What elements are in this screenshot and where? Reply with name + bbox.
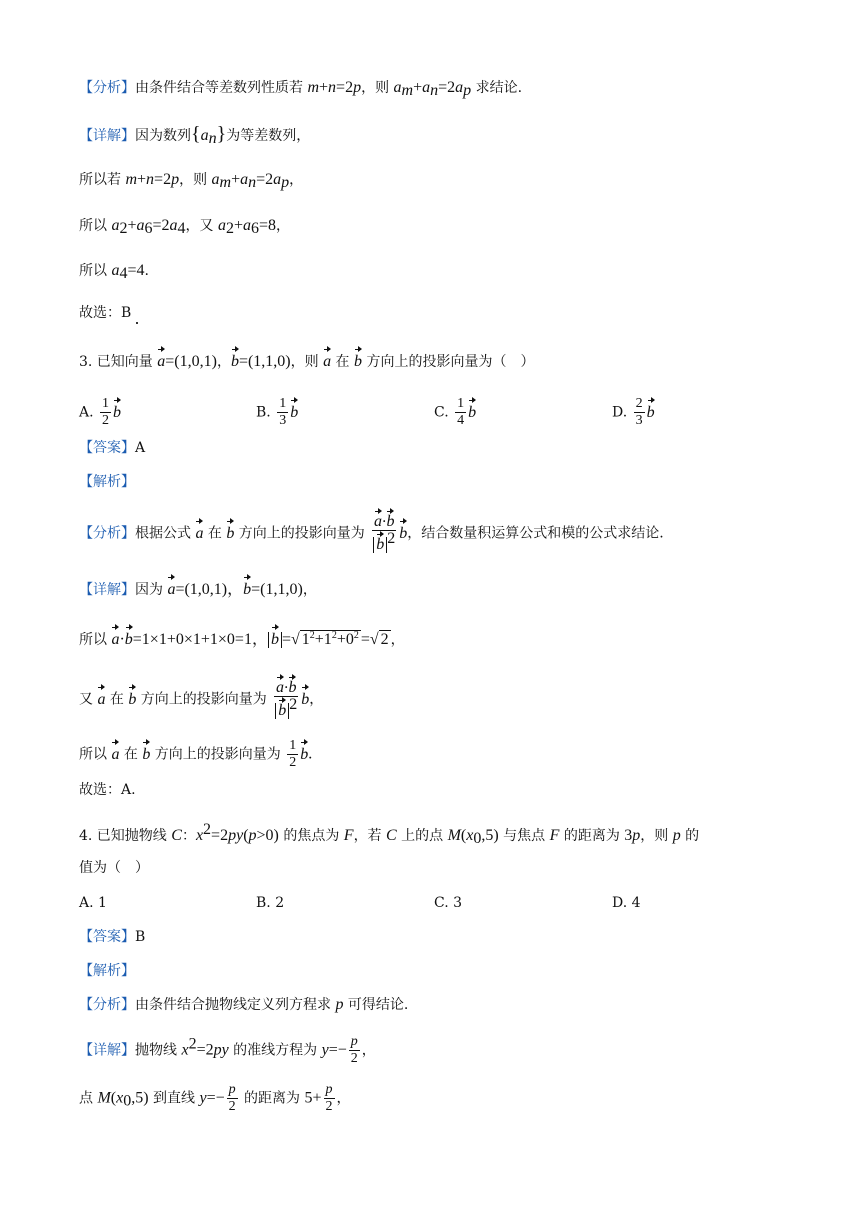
explanation-heading: 【解析】 [79, 963, 135, 979]
question-4: 4. 已知抛物线 C：$x^2=2py(p>0)$ 的焦点为 F，若 C 上的点 $M(x_0,5)$ 与焦点 F 的距离为 3p，则 p 的 [79, 821, 700, 847]
question-3: 3. 已知向量 a=(1,0,1)，b=(1,1,0)，则 a 在 b 方向上的投影向量为（ ） [79, 353, 535, 370]
detail-line: 所以 a 在 b 方向上的投影向量为 $\frac{1}{2}$ b. [79, 738, 313, 770]
detail-line: 所以若 m+n=2p，则 $a_m+a_n=2a_p$， [79, 171, 304, 191]
option-a: A. $\frac{1}{2}$ b [79, 396, 122, 428]
detail-line: 点 $M(x_0,5)$ 到直线 y=− $\frac{p}{2}$ 的距离为 5+ $\frac{p}{2}$ ， [79, 1082, 351, 1114]
explanation-heading: 【解析】 [79, 474, 135, 490]
option-d: D. $\frac{2}{3}$ b [612, 396, 655, 428]
option-a: A. 1 [79, 895, 107, 911]
analysis-line: 【分析】由条件结合抛物线定义列方程求 p 可得结论. [79, 996, 409, 1013]
detail-line: 【详解】因为 a=(1,0,1)，b=(1,1,0)， [79, 581, 317, 598]
analysis-line: 【分析】由条件结合等差数列性质若 m+n=2p，则 $a_m+a_n=2a_p$ 求结论. [79, 79, 523, 99]
answer-line: 【答案】A [79, 440, 146, 456]
option-b: B. 2 [256, 895, 285, 911]
option-b: B. $\frac{1}{3}$ b [256, 396, 299, 428]
choice-line: 故选：A. [79, 782, 136, 798]
option-c: C. 3 [434, 895, 463, 911]
detail-line: 【详解】抛物线 $x^2=2py$ 的准线方程为 y=− $\frac{p}{2}$ ， [79, 1034, 376, 1066]
detail-line: 所以 a·b=1×1+0×1+1×0=1， b =√ $1^2+1^2+0^2$ =√ 2 ， [79, 630, 405, 648]
option-c: C. $\frac{1}{4}$ b [434, 396, 477, 428]
math-expr: m [307, 79, 320, 96]
detail-line: 所以 $a_4=4$. [79, 262, 149, 282]
analysis-line: 【分析】根据公式 a 在 b 方向上的投影向量为 $\frac{a\cdot b}{b ^2}$ b，结合数量积运算公式和模的公式求结论. [79, 513, 664, 553]
answer-line: 【答案】B [79, 929, 146, 945]
choice-line: 故选：B [79, 305, 132, 321]
detail-line: 又 a 在 b 方向上的投影向量为 $\frac{a\cdot b}{b ^2}$ b， [79, 679, 324, 719]
stray-dot [136, 322, 138, 324]
detail-line: 所以 $a_2+a_6=2a_4$，又 $a_2+a_6=8$， [79, 217, 291, 237]
question-4-cont: 值为（ ） [79, 860, 149, 876]
detail-line: 【详解】因为数列$\{a_n\}$为等差数列， [79, 123, 311, 147]
option-d: D. 4 [612, 895, 641, 911]
